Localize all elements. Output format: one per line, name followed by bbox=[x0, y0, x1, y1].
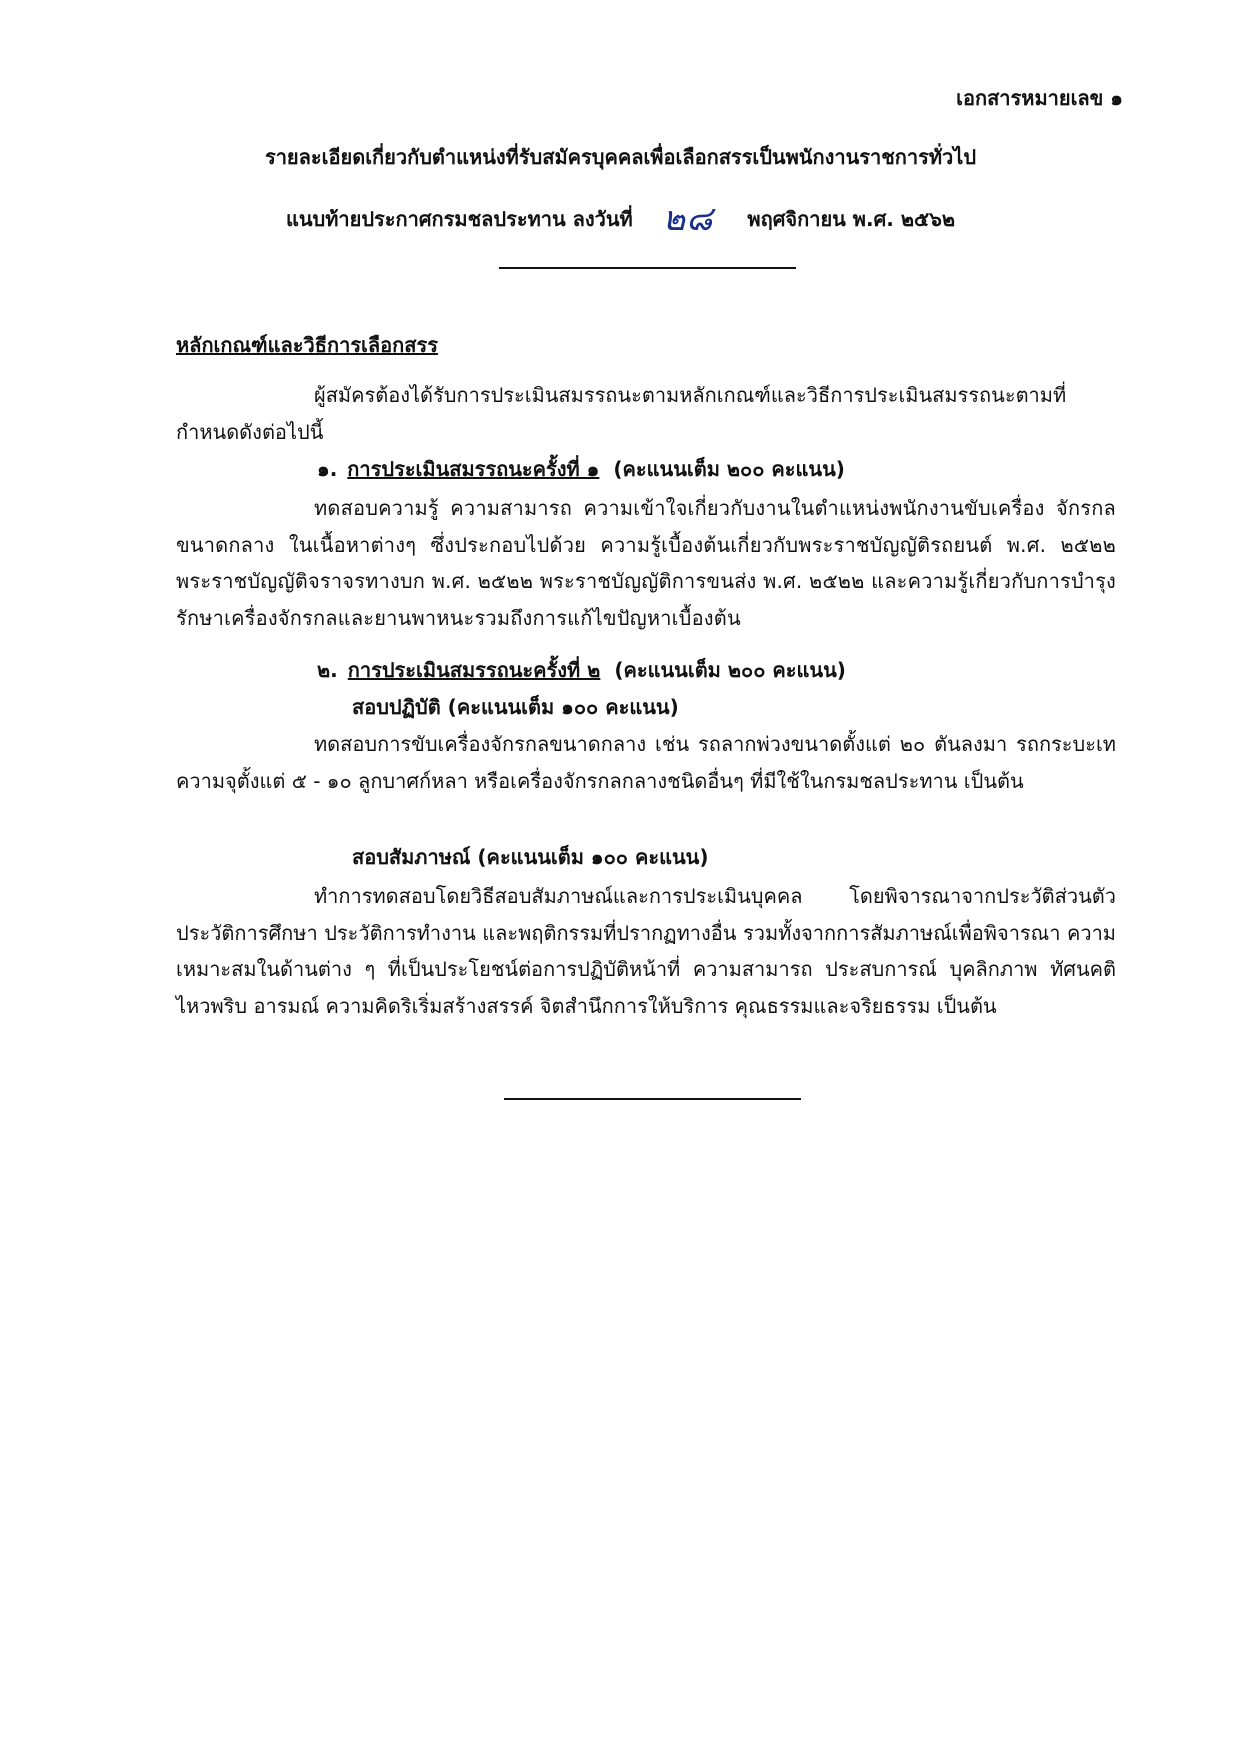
section-1-title: การประเมินสมรรถนะครั้งที่ ๑ bbox=[347, 457, 600, 481]
section-1-paragraph: ทดสอบความรู้ ความสามารถ ความเข้าใจเกี่ยวกับงานในตำแหน่งพนักงานขับเครื่อง จักรกลขนาดกลาง ในเนื้อหาต่างๆ ซึ่งประกอบไปด้วย ความรู้เบื้องต้นเกี่ยวกับพระราชบัญญัติรถยนต์ พ.ศ. ๒๕๒๒ พระราชบัญญัติจราจรทางบก พ.ศ. ๒๕๒๒ พระราชบัญญัติการขนส่ง พ.ศ. ๒๕๒๒ และความรู้เกี่ยวกับการบำรุงรักษาเครื่องจักรกลและยานพาหนะรวมถึงการแก้ไขปัญหาเบื้องต้น bbox=[176, 496, 1116, 630]
section-2-score: (คะแนนเต็ม ๒๐๐ คะแนน) bbox=[614, 658, 846, 682]
handwritten-date-day: ๒๘ bbox=[662, 199, 714, 239]
document-number: เอกสารหมายเลข ๑ bbox=[956, 86, 1123, 110]
practical-test-paragraph: ทดสอบการขับเครื่องจักรกลขนาดกลาง เช่น รถลากพ่วงขนาดตั้งแต่ ๒๐ ตันลงมา รถกระบะเทความจุตั้งแต่ ๕ - ๑๐ ลูกบาศก์หลา หรือเครื่องจักรกลกลางชนิดอื่นๆ ที่มีใช้ในกรมชลประทาน เป็นต้น bbox=[176, 732, 1116, 793]
section-2-number: ๒. bbox=[317, 658, 338, 682]
bottom-divider bbox=[504, 1098, 801, 1100]
section-1-heading bbox=[317, 453, 845, 485]
section-2-heading bbox=[317, 654, 846, 686]
announcement-line bbox=[0, 191, 1241, 245]
announcement-suffix: พฤศจิกายน พ.ศ. ๒๕๖๒ bbox=[747, 207, 956, 231]
announcement-prefix: แนบท้ายประกาศกรมชลประทาน ลงวันที่ bbox=[285, 207, 633, 231]
intro-paragraph: ผู้สมัครต้องได้รับการประเมินสมรรถนะตามหลักเกณฑ์และวิธีการประเมินสมรรถนะตามที่กำหนดดังต่อไปนี้ bbox=[176, 383, 1067, 444]
section-1-number: ๑. bbox=[317, 457, 338, 481]
section-1-score: (คะแนนเต็ม ๒๐๐ คะแนน) bbox=[613, 457, 845, 481]
document-title: รายละเอียดเกี่ยวกับตำแหน่งที่รับสมัครบุคคลเพื่อเลือกสรรเป็นพนักงานราชการทั่วไป bbox=[264, 145, 977, 169]
criteria-heading: หลักเกณฑ์และวิธีการเลือกสรร bbox=[176, 333, 438, 357]
top-divider bbox=[499, 267, 796, 269]
interview-paragraph: ทำการทดสอบโดยวิธีสอบสัมภาษณ์และการประเมินบุคคล โดยพิจารณาจากประวัติส่วนตัว ประวัติการศึกษา ประวัติการทำงาน และพฤติกรรมที่ปรากฏทางอื่น รวมทั้งจากการสัมภาษณ์เพื่อพิจารณา ความเหมาะสมในด้านต่าง ๆ ที่เป็นประโยชน์ต่อการปฏิบัติหน้าที่ ความสามารถ ประสบการณ์ บุคลิกภาพ ทัศนคติ ไหวพริบ อารมณ์ ความคิดริเริ่มสร้างสรรค์ จิตสำนึกการให้บริการ คุณธรรมและจริยธรรม เป็นต้น bbox=[176, 884, 1116, 1018]
practical-test-heading: สอบปฏิบัติ (คะแนนเต็ม ๑๐๐ คะแนน) bbox=[352, 695, 679, 719]
section-2-title: การประเมินสมรรถนะครั้งที่ ๒ bbox=[347, 658, 601, 682]
interview-heading: สอบสัมภาษณ์ (คะแนนเต็ม ๑๐๐ คะแนน) bbox=[352, 845, 709, 869]
